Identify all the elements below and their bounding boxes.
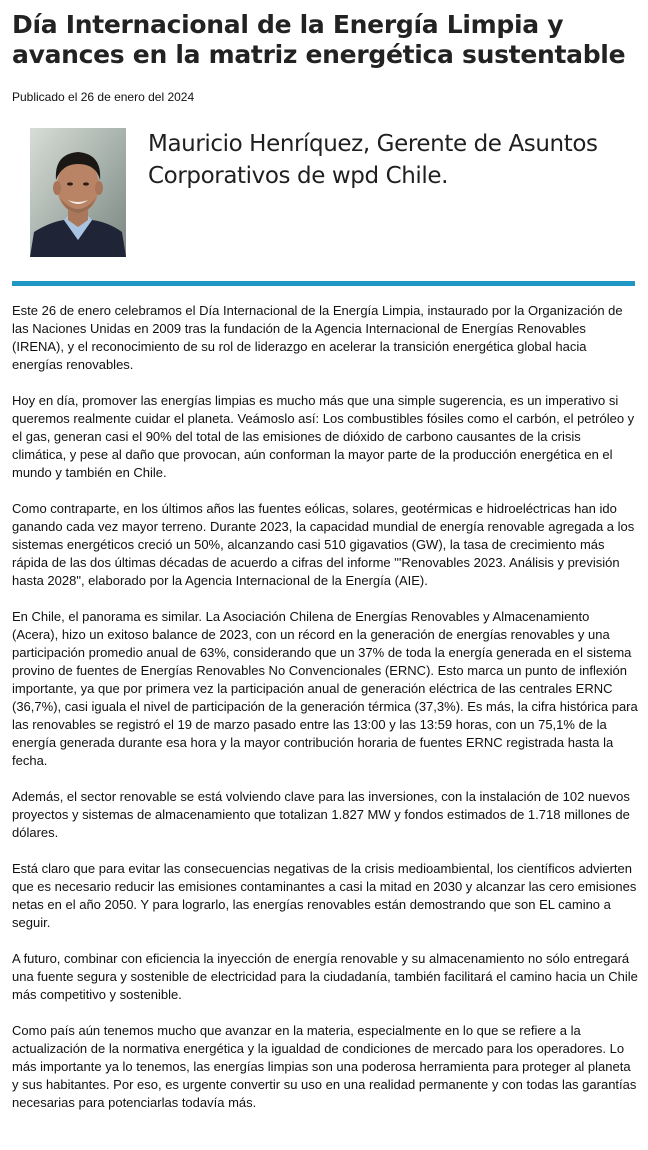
- author-block: [30, 128, 630, 258]
- article-paragraph: Además, el sector renovable se está volviendo clave para las inversiones, con la instalación de 102 nuevos proyectos y sistemas de almacenamiento que totalizan 1.827 MW y fondos estimados de 1.718 millones de dólares.: [12, 789, 630, 840]
- article-title: Día Internacional de la Energía Limpia y avances en la matriz energética sustentable: [12, 10, 626, 69]
- article-paragraph: Este 26 de enero celebramos el Día Internacional de la Energía Limpia, instaurado por la Organización de las Naciones Unidas en 2009 tras la fundación de la Agencia Internacional de Energías Renovables (IRENA), y el reconocimiento de su rol de liderazgo en acelerar la transición energética global hacia energías renovables.: [12, 303, 623, 372]
- article-paragraph: Está claro que para evitar las consecuencias negativas de la crisis medioambiental, los científicos advierten que es necesario reducir las emisiones contaminantes a casi la mitad en 2030 y alcanzar las cero emisiones netas en el año 2050. Y para lograrlo, las energías renovables están demostrando que son EL camino a seguir.: [12, 861, 637, 930]
- publish-date: Publicado el 26 de enero del 2024: [12, 90, 195, 104]
- article-paragraph: En Chile, el panorama es similar. La Asociación Chilena de Energías Renovables y Almacenamiento (Acera), hizo un exitoso balance de 2023, con un récord en la generación de energías renovables y una participación promedio anual de 63%, considerando que un 37% de toda la energía generada en el sistema provino de fuentes de Energías Renovables No Convencionales (ERNC). Esto marca un punto de inflexión importante, ya que por primera vez la participación anual de generación eléctrica de las centrales ERNC (36,7%), casi iguala el nivel de participación de la generación térmica (37,3%). Es más, la cifra histórica para las renovables se registró el 19 de marzo pasado entre las 13:00 y las 13:59 horas, con un 75,1% de la energía generada durante esa hora y la mayor contribución horaria de fuentes ERNC registrada hasta la fecha.: [12, 609, 638, 768]
- article-paragraph: Como contraparte, en los últimos años las fuentes eólicas, solares, geotérmicas e hidroeléctricas han ido ganando cada vez mayor terreno. Durante 2023, la capacidad mundial de energía renovable agregada a los sistemas energéticos creció un 50%, alcanzando casi 510 gigavatios (GW), la tasa de crecimiento más rápida de las dos últimas décadas de acuerdo a cifras del informe "'Renovables 2023. Análisis y previsión hasta 2028", elaborado por la Agencia Internacional de la Energía (AIE).: [12, 501, 635, 588]
- article-paragraph: Hoy en día, promover las energías limpias es mucho más que una simple sugerencia, es un imperativo si queremos realmente cuidar el planeta. Veámoslo así: Los combustibles fósiles como el carbón, el petróleo y el gas, generan casi el 90% del total de las emisiones de dióxido de carbono causantes de la crisis climática, y pese al daño que provocan, aún conforman la mayor parte de la producción energética en el mundo y también en Chile.: [12, 393, 635, 480]
- article-paragraph: Como país aún tenemos mucho que avanzar en la materia, especialmente en lo que se refiere a la actualización de la normativa energética y la igualdad de condiciones de mercado para los operadores. Lo más importante ya lo tenemos, las energías limpias son una poderosa herramienta para proteger al planeta y sus habitantes. Por eso, es urgente convertir su uso en una realidad permanente y con todas las garantías necesarias para potenciarlas todavía más.: [12, 1023, 637, 1110]
- section-divider: [12, 281, 635, 286]
- article-body: [12, 302, 638, 1130]
- author-name: Mauricio Henríquez, Gerente de Asuntos Corporativos de wpd Chile.: [148, 131, 598, 189]
- author-photo: [30, 128, 126, 257]
- article-paragraph: A futuro, combinar con eficiencia la inyección de energía renovable y su almacenamiento no sólo entregará una fuente segura y sostenible de electricidad para la ciudadanía, también facilitará el camino hacia un Chile más competitivo y sostenible.: [12, 951, 638, 1002]
- portrait-illustration: [30, 128, 126, 257]
